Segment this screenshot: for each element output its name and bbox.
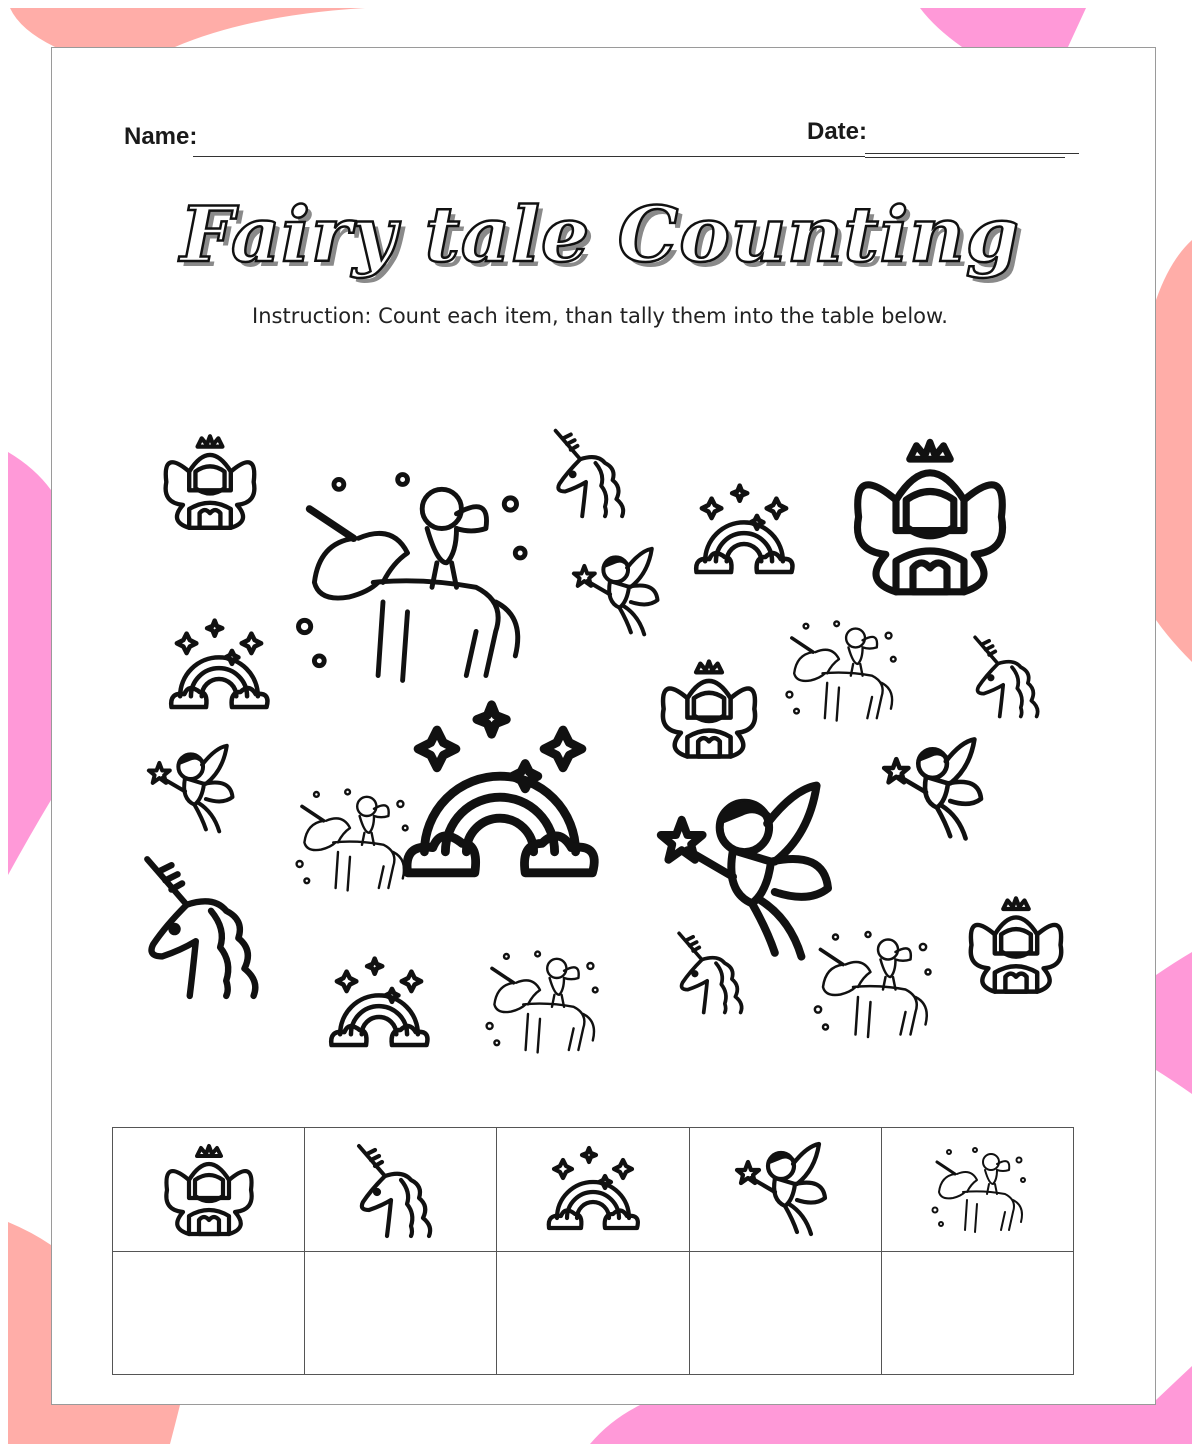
unicorn-head-icon [975,637,1038,716]
rainbow-icon [171,621,267,707]
unicorn-with-fairy-icon [297,790,408,891]
fairy-princess-icon [971,898,1061,991]
unicorn-with-fairy-icon [298,475,525,681]
fairy-with-wand-icon [574,549,658,635]
rainbow-icon [407,705,594,873]
tally-answer-cell[interactable] [497,1252,689,1375]
unicorn-head-icon [679,933,742,1012]
name-label: Name: [124,123,198,150]
unicorn-with-fairy-icon [815,932,931,1037]
tally-header-cell [113,1128,305,1252]
unicorn-with-fairy-icon [487,952,598,1053]
unicorn-with-fairy-icon [786,621,895,720]
unicorn-with-fairy-icon [922,1135,1032,1245]
tally-answer-cell[interactable] [305,1252,497,1375]
tally-header-cell [689,1128,881,1252]
fairy-with-wand-icon [149,746,233,832]
tally-answer-cell[interactable] [113,1252,305,1375]
fairy-princess-icon [857,442,1002,592]
rainbow-icon [538,1135,648,1245]
tally-answer-cell[interactable] [689,1252,881,1375]
fairy-princess-icon [154,1135,264,1245]
tally-header-cell [305,1128,497,1252]
worksheet-title: Fairy tale Counting [180,190,1020,279]
tally-header-cell [881,1128,1073,1252]
fairy-with-wand-icon [884,739,981,838]
tally-header-cell [497,1128,689,1252]
rainbow-icon [696,486,792,572]
fairy-princess-icon [166,436,255,528]
unicorn-head-icon [556,431,624,517]
tally-answer-cell[interactable] [881,1252,1073,1375]
fairy-princess-icon [663,661,755,756]
fairy-with-wand-icon [661,786,828,957]
instruction-text: Instruction: Count each item, than tally them into the table below. [252,304,948,328]
tally-table [112,1127,1074,1375]
fairy-with-wand-icon [730,1135,840,1245]
unicorn-head-icon [147,859,255,996]
rainbow-icon [331,959,427,1045]
date-label: Date: [807,118,868,145]
unicorn-head-icon [346,1135,456,1245]
